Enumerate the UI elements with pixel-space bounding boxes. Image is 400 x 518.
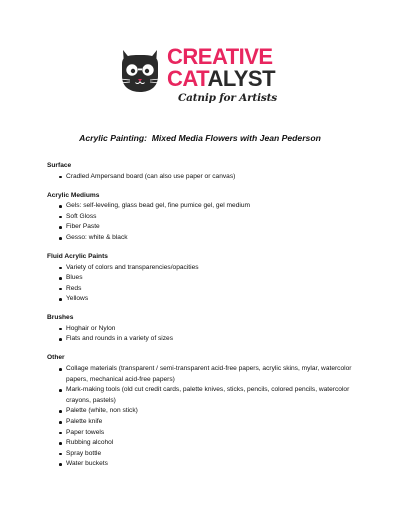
- list-item: Gesso: white & black: [47, 233, 367, 244]
- list-item: Fiber Paste: [47, 222, 367, 233]
- section-other: [47, 353, 367, 470]
- item-list: [47, 263, 367, 305]
- list-item: Water buckets: [47, 459, 367, 470]
- list-item: Palette knife: [47, 417, 367, 428]
- section-brushes: [47, 313, 367, 345]
- supply-list: [47, 161, 367, 478]
- section-acrylic-mediums: [47, 191, 367, 244]
- list-item: Rubbing alcohol: [47, 438, 367, 449]
- list-item: Variety of colors and transparencies/opacities: [47, 263, 367, 274]
- list-item: Gels: self-leveling, glass bead gel, fine pumice gel, gel medium: [47, 201, 367, 212]
- section-heading: Acrylic Mediums: [47, 191, 100, 199]
- section-heading: Brushes: [47, 314, 74, 322]
- logo-tagline: Catnip for Artists: [178, 92, 277, 104]
- list-item: Soft Gloss: [47, 212, 367, 223]
- logo-alyst-text: ALYST: [207, 66, 276, 91]
- list-item: Yellows: [47, 294, 367, 305]
- logo-creative-text: CREATIVE: [167, 44, 273, 69]
- section-heading: Fluid Acrylic Paints: [47, 252, 108, 260]
- section-heading: Other: [47, 354, 65, 362]
- document-title: Acrylic Painting: Mixed Media Flowers with Jean Pederson: [79, 133, 321, 143]
- list-item: Reds: [47, 284, 367, 295]
- section-heading: Surface: [47, 162, 72, 169]
- logo-line-1: [167, 46, 273, 68]
- list-item: Palette (white, non stick): [47, 406, 367, 417]
- list-item: Collage materials (transparent / semi-transparent acid-free papers, acrylic skins, mylar, watercolor papers, mechanical acid-free papers): [47, 364, 367, 385]
- list-item: Flats and rounds in a variety of sizes: [47, 334, 367, 345]
- cat-with-glasses-icon: [118, 46, 162, 94]
- list-item: Hoghair or Nylon: [47, 324, 367, 335]
- section-surface: [47, 161, 367, 182]
- list-item: Cradled Ampersand board (can also use paper or canvas): [47, 172, 367, 183]
- section-fluid-acrylic-paints: [47, 252, 367, 305]
- list-item: Paper towels: [47, 428, 367, 439]
- item-list: [47, 172, 367, 183]
- item-list: [47, 201, 367, 243]
- logo-line-2: [167, 68, 275, 90]
- item-list: [47, 364, 367, 470]
- list-item: Blues: [47, 273, 367, 284]
- item-list: [47, 324, 367, 345]
- logo-cat-text: CAT: [167, 66, 208, 91]
- list-item: Mark-making tools (old cut credit cards, palette knives, sticks, pencils, colored pencils, watercolor crayons, pastels): [47, 385, 367, 406]
- creative-catalyst-logo: [118, 46, 288, 108]
- list-item: Spray bottle: [47, 449, 367, 460]
